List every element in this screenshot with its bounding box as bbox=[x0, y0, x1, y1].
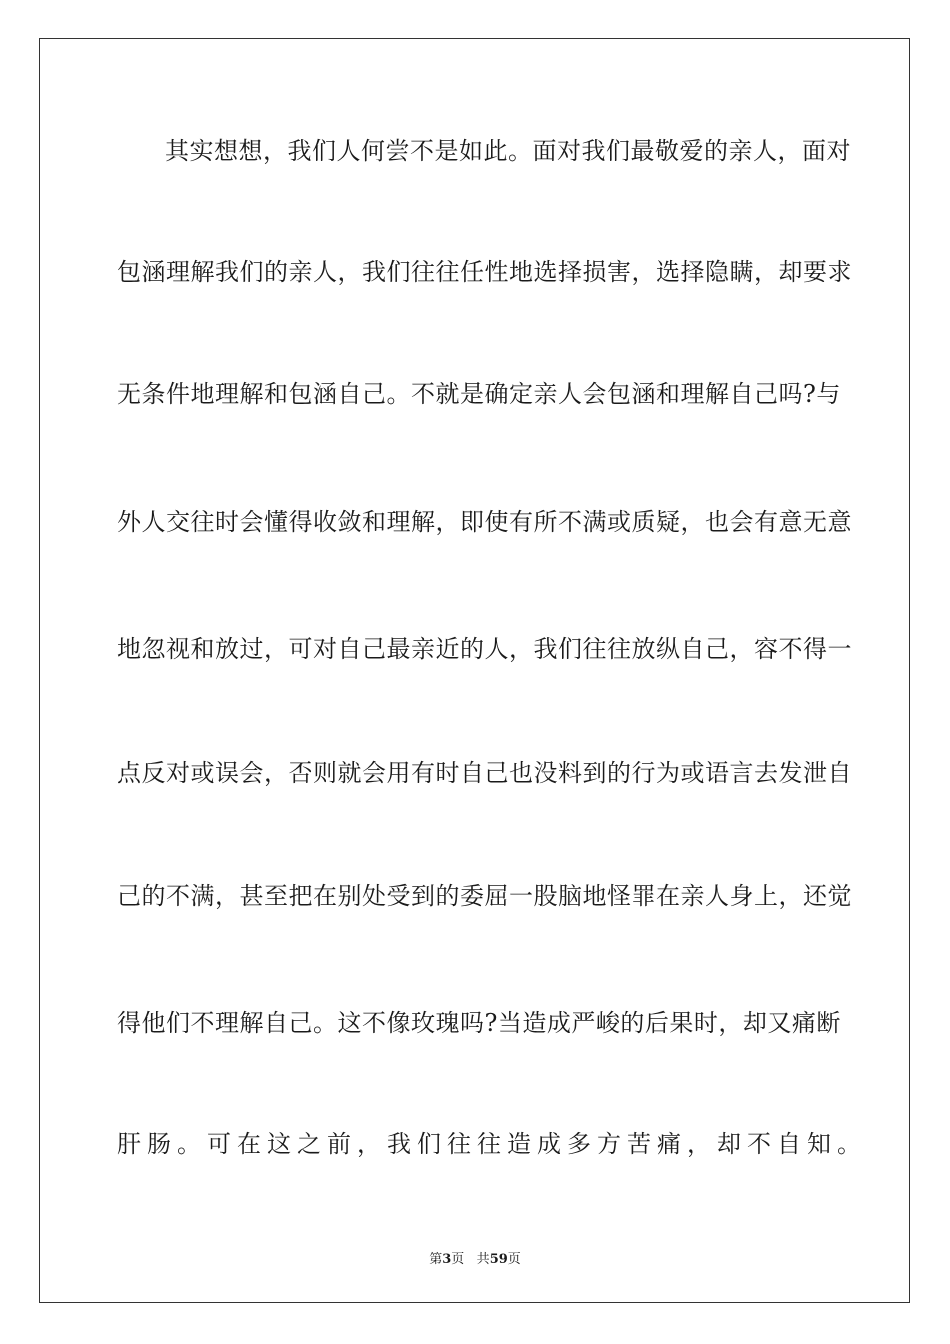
paragraph-line-6: 点反对或误会，否则就会用有时自己也没料到的行为或语言去发泄自 bbox=[117, 759, 852, 787]
footer-page-prefix: 第 bbox=[429, 1252, 443, 1267]
paragraph-line-8: 得他们不理解自己。这不像玫瑰吗?当造成严峻的后果时，却又痛断 bbox=[117, 1009, 841, 1037]
footer-page-suffix: 页 bbox=[451, 1252, 465, 1267]
paragraph-line-2: 包涵理解我们的亲人，我们往往任性地选择损害，选择隐瞒，却要求 bbox=[117, 258, 852, 286]
footer-page-number: 3 bbox=[442, 1252, 452, 1267]
paragraph-line-3: 无条件地理解和包涵自己。不就是确定亲人会包涵和理解自己吗?与 bbox=[117, 380, 841, 408]
footer-total-pages: 59 bbox=[489, 1252, 508, 1267]
paragraph-line-9: 肝肠。可在这之前，我们往往造成多方苦痛，却不自知。 bbox=[117, 1130, 867, 1158]
paragraph-line-5: 地忽视和放过，可对自己最亲近的人，我们往往放纵自己，容不得一 bbox=[117, 635, 852, 663]
page-footer bbox=[0, 1248, 950, 1267]
paragraph-line-7: 己的不满，甚至把在别处受到的委屈一股脑地怪罪在亲人身上，还觉 bbox=[117, 882, 852, 910]
paragraph-line-1: 其实想想，我们人何尝不是如此。面对我们最敬爱的亲人，面对 bbox=[165, 137, 851, 165]
footer-total-prefix: 共 bbox=[476, 1252, 490, 1267]
page-border bbox=[39, 38, 910, 1303]
footer-total-suffix: 页 bbox=[507, 1252, 521, 1267]
paragraph-line-4: 外人交往时会懂得收敛和理解，即使有所不满或质疑，也会有意无意 bbox=[117, 508, 852, 536]
